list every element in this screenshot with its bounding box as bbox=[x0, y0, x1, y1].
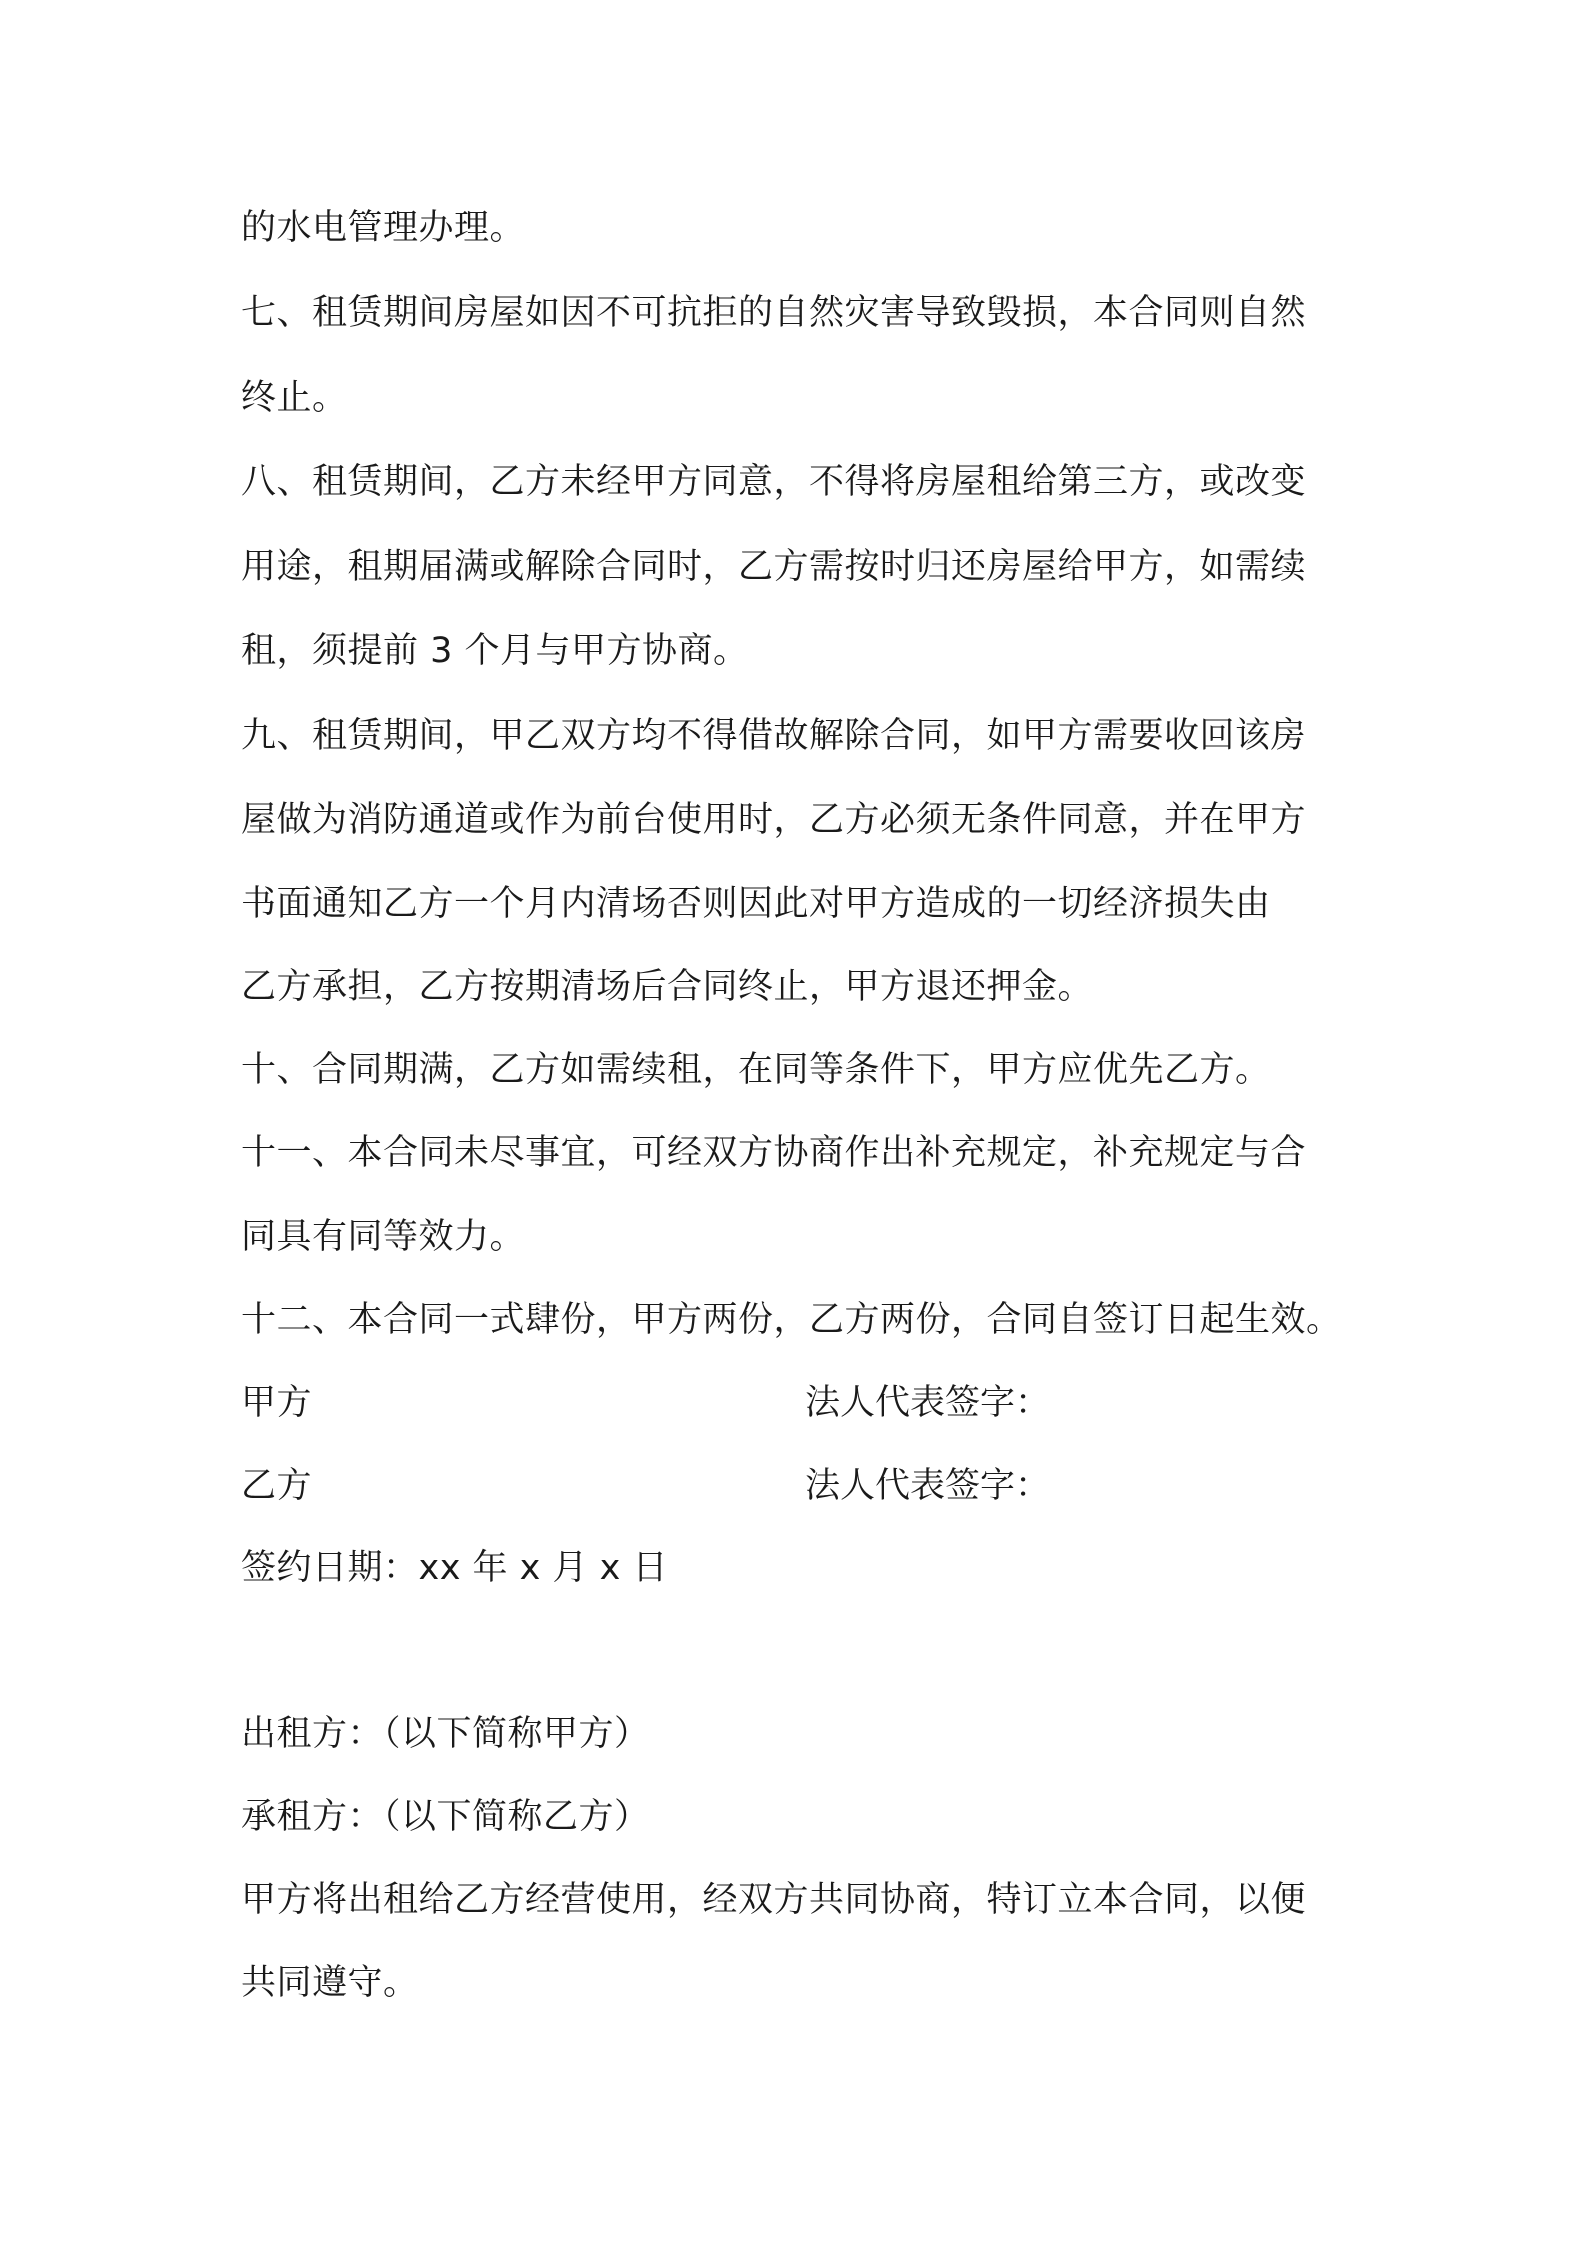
intro-line-1: 甲方将出租给乙方经营使用，经双方共同协商，特订立本合同，以便 bbox=[241, 1880, 1307, 1920]
clause-12: 十二、本合同一式肆份，甲方两份，乙方两份，合同自签订日起生效。 bbox=[241, 1300, 1342, 1340]
text-line: 的水电管理办理。 bbox=[241, 208, 526, 248]
clause-8-line-3: 租，须提前 3 个月与甲方协商。 bbox=[241, 631, 749, 671]
party-b-label: 乙方 bbox=[241, 1466, 313, 1506]
clause-9-line-1: 九、租赁期间，甲乙双方均不得借故解除合同，如甲方需要收回该房 bbox=[241, 716, 1307, 756]
lessor-line: 出租方：（以下简称甲方） bbox=[241, 1714, 650, 1754]
clause-7-line-1: 七、租赁期间房屋如因不可抗拒的自然灾害导致毁损，本合同则自然 bbox=[241, 293, 1307, 333]
clause-9-line-4: 乙方承担，乙方按期清场后合同终止，甲方退还押金。 bbox=[241, 967, 1094, 1007]
clause-8-line-1: 八、租赁期间，乙方未经甲方同意，不得将房屋租给第三方，或改变 bbox=[241, 462, 1307, 502]
clause-9-line-2: 屋做为消防通道或作为前台使用时，乙方必须无条件同意，并在甲方 bbox=[241, 800, 1307, 840]
party-a-rep-signature: 法人代表签字： bbox=[805, 1383, 1051, 1423]
signing-date: 签约日期：xx 年 x 月 x 日 bbox=[241, 1548, 668, 1588]
clause-11-line-1: 十一、本合同未尽事宜，可经双方协商作出补充规定，补充规定与合 bbox=[241, 1133, 1307, 1173]
clause-9-line-3: 书面通知乙方一个月内清场否则因此对甲方造成的一切经济损失由 bbox=[241, 884, 1271, 924]
clause-7-line-2: 终止。 bbox=[241, 378, 348, 418]
intro-line-2: 共同遵守。 bbox=[241, 1963, 419, 2003]
clause-10: 十、合同期满，乙方如需续租，在同等条件下，甲方应优先乙方。 bbox=[241, 1050, 1271, 1090]
party-b-rep-signature: 法人代表签字： bbox=[805, 1466, 1051, 1506]
clause-8-line-2: 用途，租期届满或解除合同时，乙方需按时归还房屋给甲方，如需续 bbox=[241, 547, 1307, 587]
clause-11-line-2: 同具有同等效力。 bbox=[241, 1217, 526, 1257]
party-a-label: 甲方 bbox=[241, 1383, 313, 1423]
lessee-line: 承租方：（以下简称乙方） bbox=[241, 1797, 650, 1837]
